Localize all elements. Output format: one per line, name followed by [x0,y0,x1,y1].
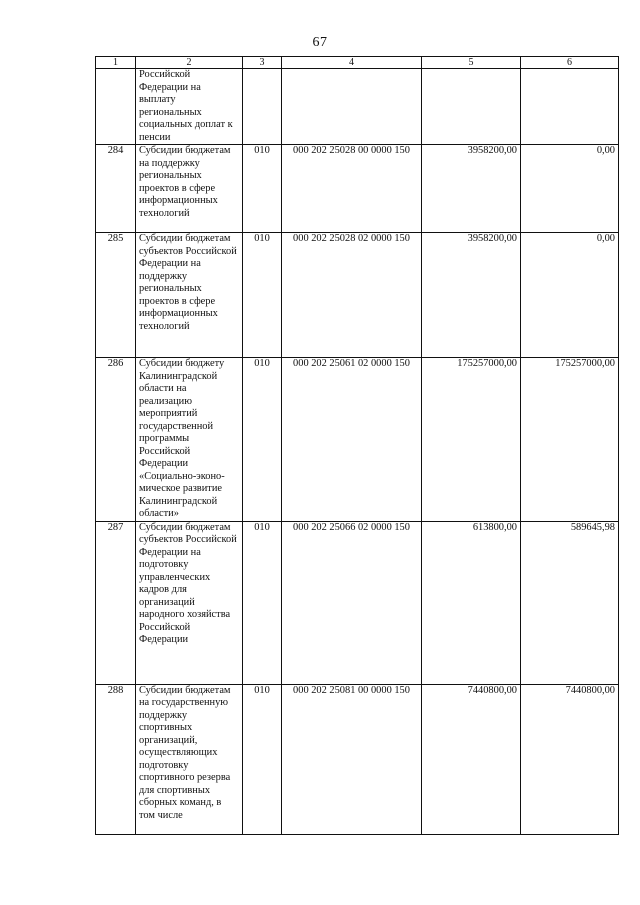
row-name: Субсидии бюджетам на государственную поддержку спортивных организаций, осуществляющих подготовку спортивного резерва для спортивных сборных команд, в том числе [136,684,243,834]
row-name: Субсидии бюджетам субъектов Российской Федерации на подготовку управленческих кадров для организаций народного хозяйства Российской Федерации [136,521,243,684]
row-plan: 3958200,00 [422,145,521,233]
row-plan: 3958200,00 [422,233,521,358]
row-plan: 175257000,00 [422,358,521,522]
row-fact: 0,00 [521,233,619,358]
table-row [96,684,619,834]
budget-table [95,56,619,835]
row-code: 010 [243,521,282,684]
row-fact: 7440800,00 [521,684,619,834]
row-number: 285 [96,233,136,358]
column-header-6: 6 [521,57,619,69]
row-plan [422,69,521,145]
column-header-3: 3 [243,57,282,69]
table-row [96,233,619,358]
row-kbk [282,69,422,145]
table-row [96,358,619,522]
row-code: 010 [243,233,282,358]
row-name: Субсидии бюджетам на поддержку региональных проектов в сфере информационных технологий [136,145,243,233]
column-header-2: 2 [136,57,243,69]
row-kbk: 000 202 25061 02 0000 150 [282,358,422,522]
column-number-row [96,57,619,69]
row-fact [521,69,619,145]
row-fact: 589645,98 [521,521,619,684]
row-number: 287 [96,521,136,684]
row-kbk: 000 202 25028 00 0000 150 [282,145,422,233]
row-fact: 175257000,00 [521,358,619,522]
row-number: 288 [96,684,136,834]
row-name: Субсидии бюджету Калининградской области на реализацию мероприятий государственной программы Российской Федерации «Социально-эконо-мическое развитие Калининградской области» [136,358,243,522]
row-fact: 0,00 [521,145,619,233]
table-row [96,145,619,233]
row-name: Субсидии бюджетам субъектов Российской Федерации на поддержку региональных проектов в сфере информационных технологий [136,233,243,358]
table-row [96,69,619,145]
row-kbk: 000 202 25081 00 0000 150 [282,684,422,834]
row-number [96,69,136,145]
row-name: Российской Федерации на выплату региональных социальных доплат к пенсии [136,69,243,145]
row-code: 010 [243,358,282,522]
row-plan: 7440800,00 [422,684,521,834]
row-code: 010 [243,684,282,834]
row-kbk: 000 202 25066 02 0000 150 [282,521,422,684]
column-header-5: 5 [422,57,521,69]
row-number: 286 [96,358,136,522]
table-row [96,521,619,684]
column-header-1: 1 [96,57,136,69]
row-plan: 613800,00 [422,521,521,684]
row-code [243,69,282,145]
row-number: 284 [96,145,136,233]
column-header-4: 4 [282,57,422,69]
row-code: 010 [243,145,282,233]
row-kbk: 000 202 25028 02 0000 150 [282,233,422,358]
page-number: 67 [312,35,328,50]
